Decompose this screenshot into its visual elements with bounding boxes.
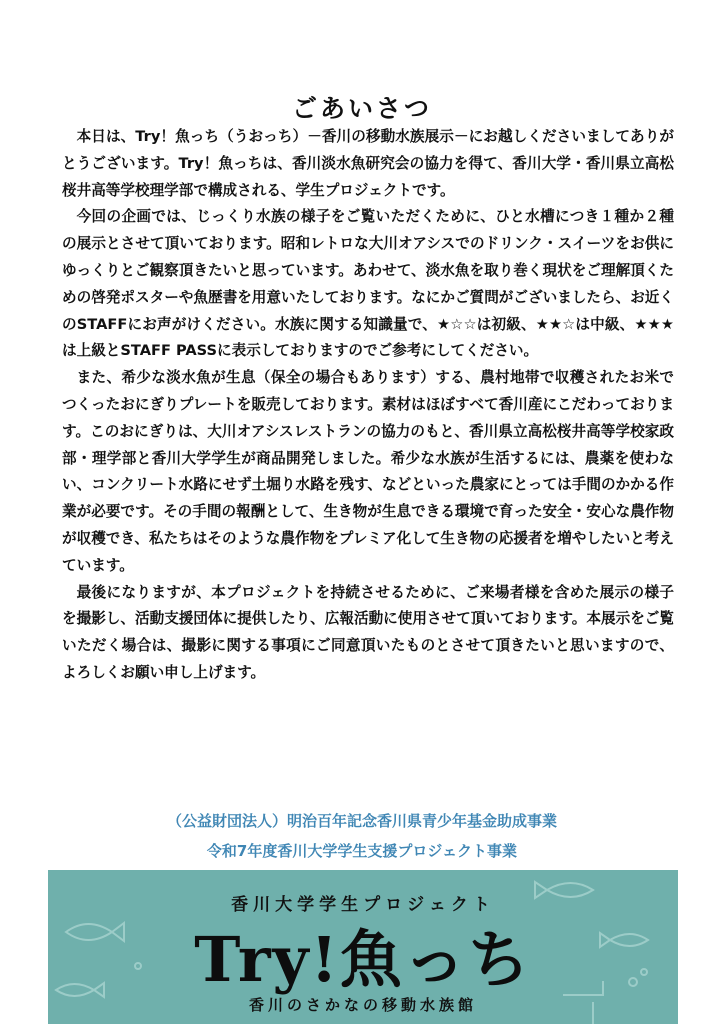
sponsor-line-university: 令和7年度香川大学学生支援プロジェクト事業 — [206, 842, 518, 860]
paragraph-onigiri: また、希少な淡水魚が生息（保全の場合もあります）する、農村地帯で収穫されたお米でつくったおにぎりプレートを販売しております。素材はほぼすべて香川産にこだわっております。このおにぎりは、大川オアシスレストランの協力のもと、香川県立高松桜井高等学校家政部・理学部と香川大学学生が商品開発しました。希少な水族が生活するには、農薬を使わない、コンクリート水路にせず土堀り水路を残す、などといった農家にとっては手間のかかる作業が必要です。その手間の報酬として、生き物が生息できる環境で育った安全・安心な農作物が収穫でき、私たちはそのような農作物をプレミア化して生き物の応援者を増やしたいと考えています。 — [62, 369, 674, 574]
paragraph-intro: 本日は、Try！魚っち（うおっち）－香川の移動水族展示－にお越しくださいましてありがとうございます。Try！魚っちは、香川淡水魚研究会の協力を得て、香川大学・香川県立高松桜井高等学校理学部で構成される、学生プロジェクトです。 — [62, 128, 674, 199]
project-logo: Try!魚っち — [194, 923, 532, 996]
paragraph-exhibit: 今回の企画では、じっくり水族の様子をご覧いただくために、ひと水槽につき１種か２種の展示とさせて頂いております。昭和レトロな大川オアシスでのドリンク・スイーツをお供にゆっくりとご観察頂きたいと思っています。あわせて、淡水魚を取り巻く現状をご理解頂くための啓発ポスターや魚歴書を用意いたしております。なにかご質問がございましたら、お近くのSTAFFにお声がけください。水族に関する知識量で、★☆☆は初級、★★☆は中級、★★★は上級とSTAFF PASSに表示しておりますのでご参考にしてください。 — [62, 208, 674, 360]
sponsor-line-foundation: （公益財団法人）明治百年記念香川県青少年基金助成事業 — [166, 812, 557, 830]
greeting-body — [62, 124, 674, 687]
banner-subtitle: 香川大学学生プロジェクト — [231, 895, 495, 915]
page-title: ごあいさつ — [291, 93, 432, 123]
paragraph-photography: 最後になりますが、本プロジェクトを持続させるために、ご来場者様を含めた展示の様子を撮影し、活動支援団体に提供したり、広報活動に使用させて頂いております。本展示をご覧いただく場合は、撮影に関する事項にご同意頂いたものとさせて頂きたいと思いますので、よろしくお願い申し上げます。 — [62, 583, 674, 681]
banner-caption: 香川のさかなの移動水族館 — [248, 996, 477, 1014]
project-banner — [48, 870, 678, 1024]
